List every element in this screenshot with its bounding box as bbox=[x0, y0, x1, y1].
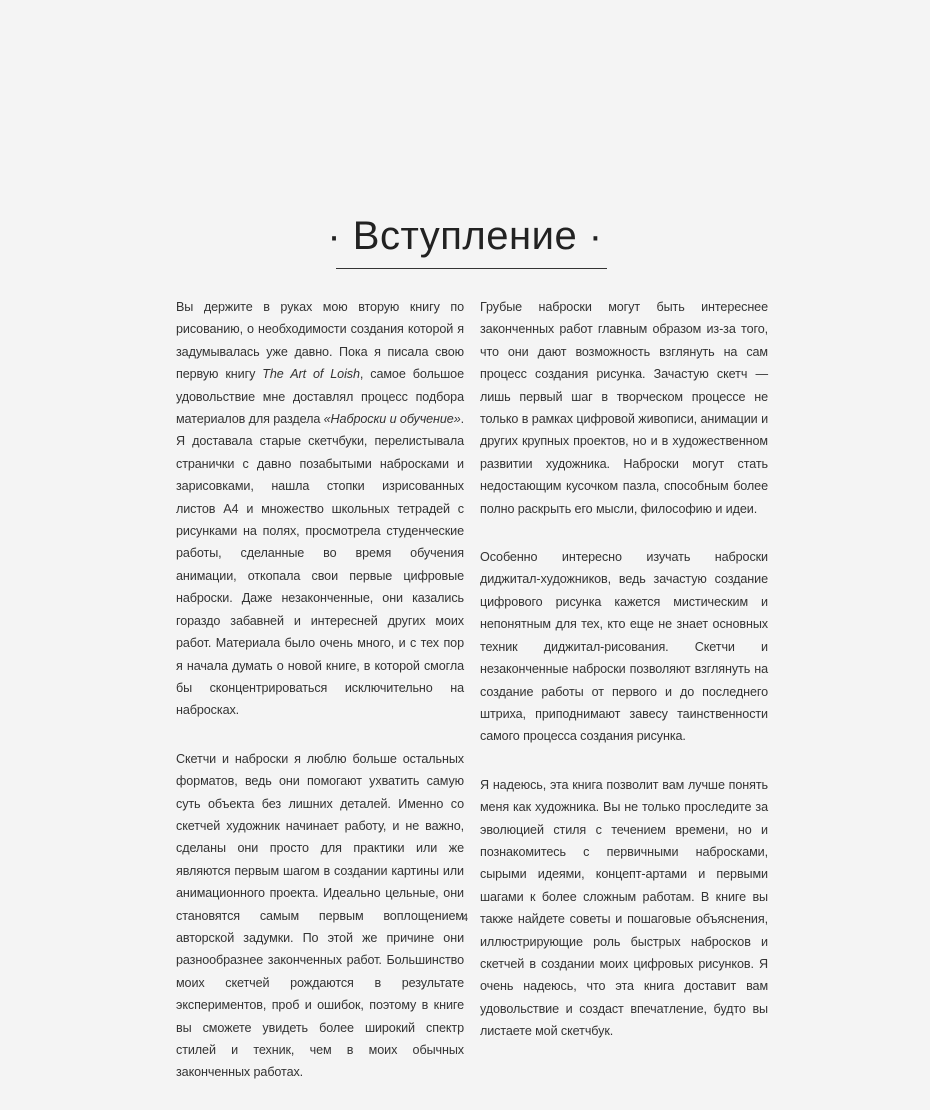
paragraph: Грубые наброски могут быть интереснее законченных работ главным образом из-за того, что они дают возможность взглянуть на сам процесс создания рисунка. Зачастую скетч — лишь первый шаг в творческом процессе не только в рамках цифровой живописи, анимации и других крупных проектов, но и в художественном развитии художника. Наброски могут стать недостающим кусочком пазла, способным более полно раскрыть его мысли, философию и идеи. bbox=[480, 300, 768, 516]
left-column bbox=[176, 296, 464, 1110]
title-underline bbox=[336, 268, 607, 269]
paragraph-text: Вы держите в руках мою вторую книгу по рисованию, о необходимости создания которой я задумывалась уже давно. Пока я писала свою первую книгу bbox=[176, 300, 464, 382]
book-title-italic: The Art of Loish bbox=[262, 367, 360, 382]
page-number: 4 bbox=[461, 912, 469, 924]
paragraph: Особенно интересно изучать наброски диджитал-художников, ведь зачастую создание цифрового рисунка кажется мистическим и непонятным для тех, кто еще не знает основных техник диджитал-рисования. Скетчи и незаконченные наброски позволяют взглянуть на создание работы от первого и до последнего штриха, приподнимают завесу таинственности самого процесса создания рисунка. bbox=[480, 550, 768, 744]
paragraph-text: , самое большое удовольствие мне доставлял процесс подбора материалов для раздела bbox=[176, 367, 464, 427]
paragraph: Скетчи и наброски я люблю больше остальных форматов, ведь они помогают ухватить самую суть объекта без лишних деталей. Именно со скетчей художник начинает работу, и не важно, сделаны они просто для практики или же являются первым шагом в создании картины или анимационного проекта. Идеально цельные, они становятся самым первым воплощением авторской задумки. По этой же причине они разнообразнее законченных работ. Большинство моих скетчей рождаются в результате экспериментов, проб и ошибок, поэтому в книге вы сможете увидеть более широкий спектр стилей и техник, чем в моих обычных законченных работах. bbox=[176, 751, 464, 1080]
paragraph-text: . Я доставала старые скетчбуки, перелистывала странички с давно позабытыми набросками и зарисовками, нашла стопки изрисованных листов А4 и множество школьных тетрадей с рисунками на полях, просмотрела студенческие работы, сделанные во время обучения анимации, откопала свои первые цифровые наброски. Даже незаконченные, они казались гораздо забавней и интересней других моих работ. Материала было очень много, и с тех пор я начала думать о новой книге, в которой смогла бы сконцентрироваться исключительно на набросках. bbox=[176, 412, 465, 718]
paragraph: Я надеюсь, эта книга позволит вам лучше понять меня как художника. Вы не только проследите за эволюцией стиля с течением времени, но и познакомитесь с первичными набросками, сырыми идеями, концепт-артами и первыми шагами к более сложным работам. В книге вы также найдете советы и пошаговые объяснения, иллюстрирующие роль быстрых набросков и скетчей в создании моих цифровых рисунков. Я очень надеюсь, что эта книга доставит вам удовольствие и создаст впечатление, будто вы листаете мой скетчбук. bbox=[480, 777, 768, 1039]
right-column bbox=[480, 296, 768, 1069]
section-title-italic: «Наброски и обучение» bbox=[323, 412, 461, 427]
paragraph bbox=[176, 296, 464, 722]
page-title: · Вступление · bbox=[327, 214, 603, 258]
